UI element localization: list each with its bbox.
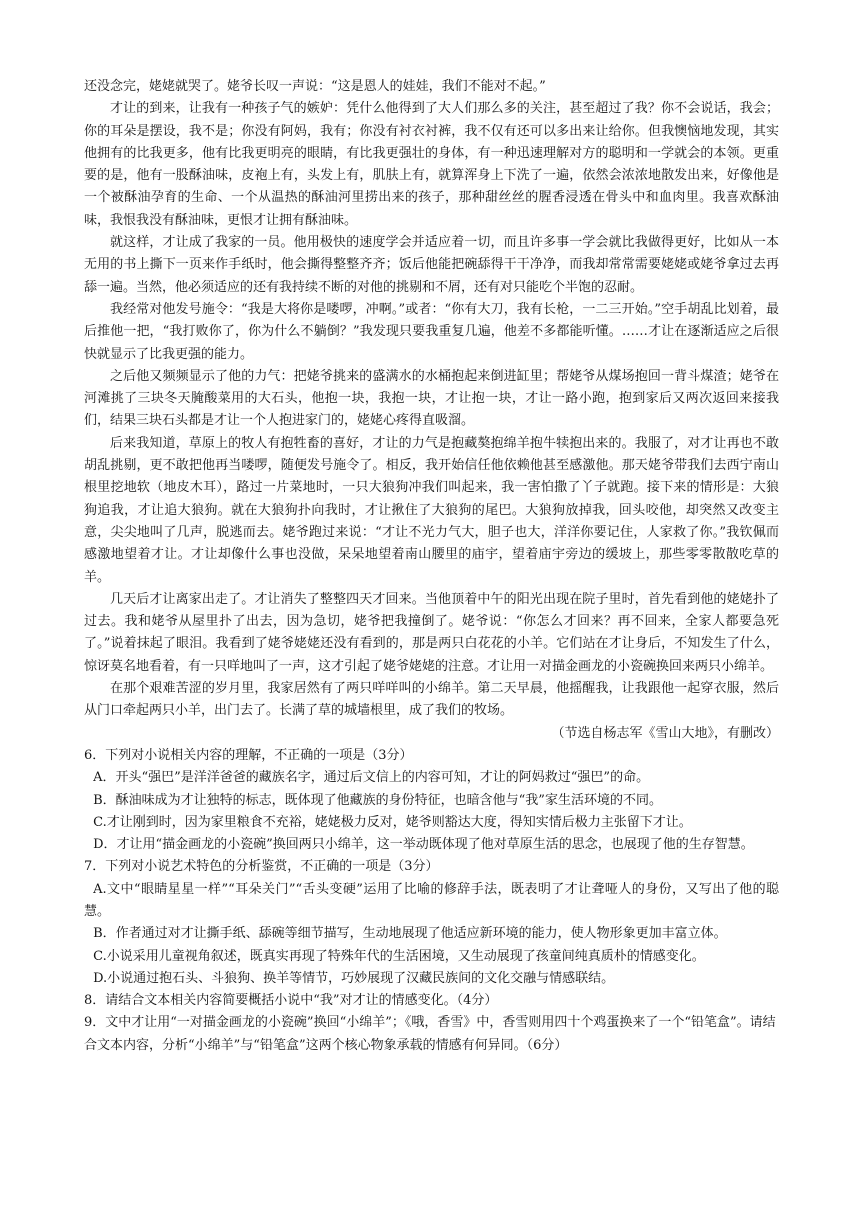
option-c: C.才让刚到时，因为家里粮食不充裕，姥姥极力反对，姥爷则豁达大度，得知实情后极力主张留下才让。 bbox=[93, 814, 692, 830]
option-a: A．开头“强巴”是洋洋爸爸的藏族名字，通过后文信上的内容可知，才让的阿妈救过“强巴”的命。 bbox=[93, 770, 650, 786]
option-a: A.文中“眼睛星星一样”“耳朵关门”“舌头变硬”运用了比喻的修辞手法，既表明了才让聋哑人的身份，又写出了他的聪慧。 bbox=[84, 881, 779, 919]
exam-page bbox=[84, 76, 779, 1057]
story-paragraph: 几天后才让离家出走了。才让消失了整整四天才回来。当他顶着中午的阳光出现在院子里时，首先看到他的姥姥扑了过去。我和姥爷从屋里扑了出去，因为急切，姥爷把我撞倒了。姥爷说：“你怎么才回来？再不回来，全家人都要急死了。”说着抹起了眼泪。我看到了姥爷姥姥还没有看到的，那是两只白花花的小羊。它们站在才让身后，不知发生了什么，惊讶莫名地看着，有一只咩地叫了一声，这才引起了姥爷姥姥的注意。才让用一对描金画龙的小瓷碗换回来两只小绵羊。 bbox=[84, 591, 779, 674]
question-stem: 8．请结合文本相关内容简要概括小说中“我”对才让的情感变化。（4分） bbox=[84, 993, 498, 1009]
option-d: D.小说通过抱石头、斗狼狗、换羊等情节，巧妙展现了汉藏民族间的文化交融与情感联结。 bbox=[93, 970, 615, 986]
story-paragraph: 还没念完，姥姥就哭了。姥爷长叹一声说：“这是恩人的娃娃，我们不能对不起。” bbox=[84, 79, 546, 94]
option-b: B．酥油味成为才让独特的标志，既体现了他藏族的身份特征，也暗含他与“我”家生活环境的不同。 bbox=[93, 792, 662, 808]
story-paragraph: 之后他又频频显示了他的力气：把姥爷挑来的盛满水的水桶抱起来倒进缸里；帮姥爷从煤场抱回一背斗煤渣；姥爷在河滩挑了三块冬天腌酸菜用的大石头，他抱一块，我抱一块，才让抱一块，才让一路小跑，抱到家后又两次返回来接我们，结果三块石头都是才让一个人抱进家门的，姥姥心疼得直吸溜。 bbox=[84, 368, 779, 429]
question-stem: 9．文中才让用“一对描金画龙的小瓷碗”换回“小绵羊”；《哦，香雪》中，香雪则用四十个鸡蛋换来了一个“铅笔盒”。请结合文本内容，分析“小绵羊”与“铅笔盒”这两个核心物象承载的情感有何异同。（6分） bbox=[84, 1015, 776, 1053]
story-paragraph: 后来我知道，草原上的牧人有抱牲畜的喜好，才让的力气是抱藏獒抱绵羊抱牛犊抱出来的。我服了，对才让再也不敢胡乱挑剔，更不敢把他再当喽啰，随便发号施令了。相反，我开始信任他依赖他甚至感激他。那天姥爷带我们去西宁南山根里挖地软（地皮木耳），路过一片菜地时，一只大狼狗冲我们叫起来，我一害怕撒了丫子就跑。接下来的情形是：大狼狗追我，才让追大狼狗。就在大狼狗扑向我时，才让揪住了大狼狗的尾巴。大狼狗放掉我，回头咬他，却突然又改变主意，尖尖地叫了几声，脱逃而去。姥爷跑过来说：“才让不光力气大，胆子也大，洋洋你要记住，人家救了你。”我钦佩而感激地望着才让。才让却像什么事也没做，呆呆地望着南山腰里的庙宇，望着庙宇旁边的缓坡上，那些零零散散吃草的羊。 bbox=[84, 435, 779, 585]
question-6 bbox=[84, 745, 779, 856]
option-d: D．才让用“描金画龙的小瓷碗”换回两只小绵羊，这一举动既体现了他对草原生活的思念，也展现了他的生存智慧。 bbox=[93, 837, 754, 853]
option-b: B．作者通过对才让撕手纸、舔碗等细节描写，生动地展现了他适应新环境的能力，使人物形象更加丰富立体。 bbox=[93, 926, 727, 942]
story-paragraph: 在那个艰难苦涩的岁月里，我家居然有了两只咩咩叫的小绵羊。第二天早晨，他摇醒我，让我跟他一起穿衣服，然后从门口牵起两只小羊，出门去了。长满了草的城墙根里，成了我们的牧场。 bbox=[84, 681, 779, 719]
source-note: （节选自杨志军《雪山大地》，有删改） bbox=[551, 725, 779, 741]
question-stem: 6．下列对小说相关内容的理解，不正确的一项是（3分） bbox=[84, 747, 413, 763]
question-7 bbox=[84, 856, 779, 990]
story-paragraph: 就这样，才让成了我家的一员。他用极快的速度学会并适应着一切，而且许多事一学会就比我做得更好，比如从一本无用的书上撕下一页来作手纸时，他会撕得整整齐齐；饭后他能把碗舔得干干净净，而我却常常需要姥姥或姥爷拿过去再舔一遍。当然，他必须适应的还有我持续不断的对他的挑剔和不屑，还有对只能吃个半饱的忍耐。 bbox=[84, 235, 779, 295]
story-paragraph: 我经常对他发号施令：“我是大将你是喽啰，冲啊。”或者：“你有大刀，我有长枪，一二三开始。”空手胡乱比划着，最后推他一把，“我打败你了，你为什么不躺倒？”我发现只要我重复几遍，他差不多都能听懂。……才让在逐渐适应之后很快就显示了比我更强的能力。 bbox=[84, 301, 779, 362]
story-paragraph: 才让的到来，让我有一种孩子气的嫉妒：凭什么他得到了大人们那么多的关注，甚至超过了我？你不会说话，我会；你的耳朵是摆设，我不是；你没有阿妈，我有；你没有衬衣衬裤，我不仅有还可以多出来让给你。但我懊恼地发现，其实他拥有的比我更多，他有比我更明亮的眼睛，有比我更强壮的身体，有一种迅速理解对方的聪明和一学就会的本领。更重要的是，他有一股酥油味，皮袍上有，头发上有，肌肤上有，就算浑身上下洗了一遍，依然会浓浓地散发出来，好像他是一个被酥油孕育的生命、一个从温热的酥油河里捞出来的孩子，那种甜丝丝的腥香浸透在骨头中和血肉里。我喜欢酥油味，我恨我没有酥油味，更恨才让拥有酥油味。 bbox=[84, 101, 779, 228]
story-text bbox=[84, 76, 779, 745]
question-9 bbox=[84, 1012, 779, 1057]
question-stem: 7．下列对小说艺术特色的分析鉴赏，不正确的一项是（3分） bbox=[84, 859, 439, 875]
option-c: C.小说采用儿童视角叙述，既真实再现了特殊年代的生活困境，又生动展现了孩童间纯真质朴的情感变化。 bbox=[93, 948, 705, 964]
question-8 bbox=[84, 990, 779, 1012]
